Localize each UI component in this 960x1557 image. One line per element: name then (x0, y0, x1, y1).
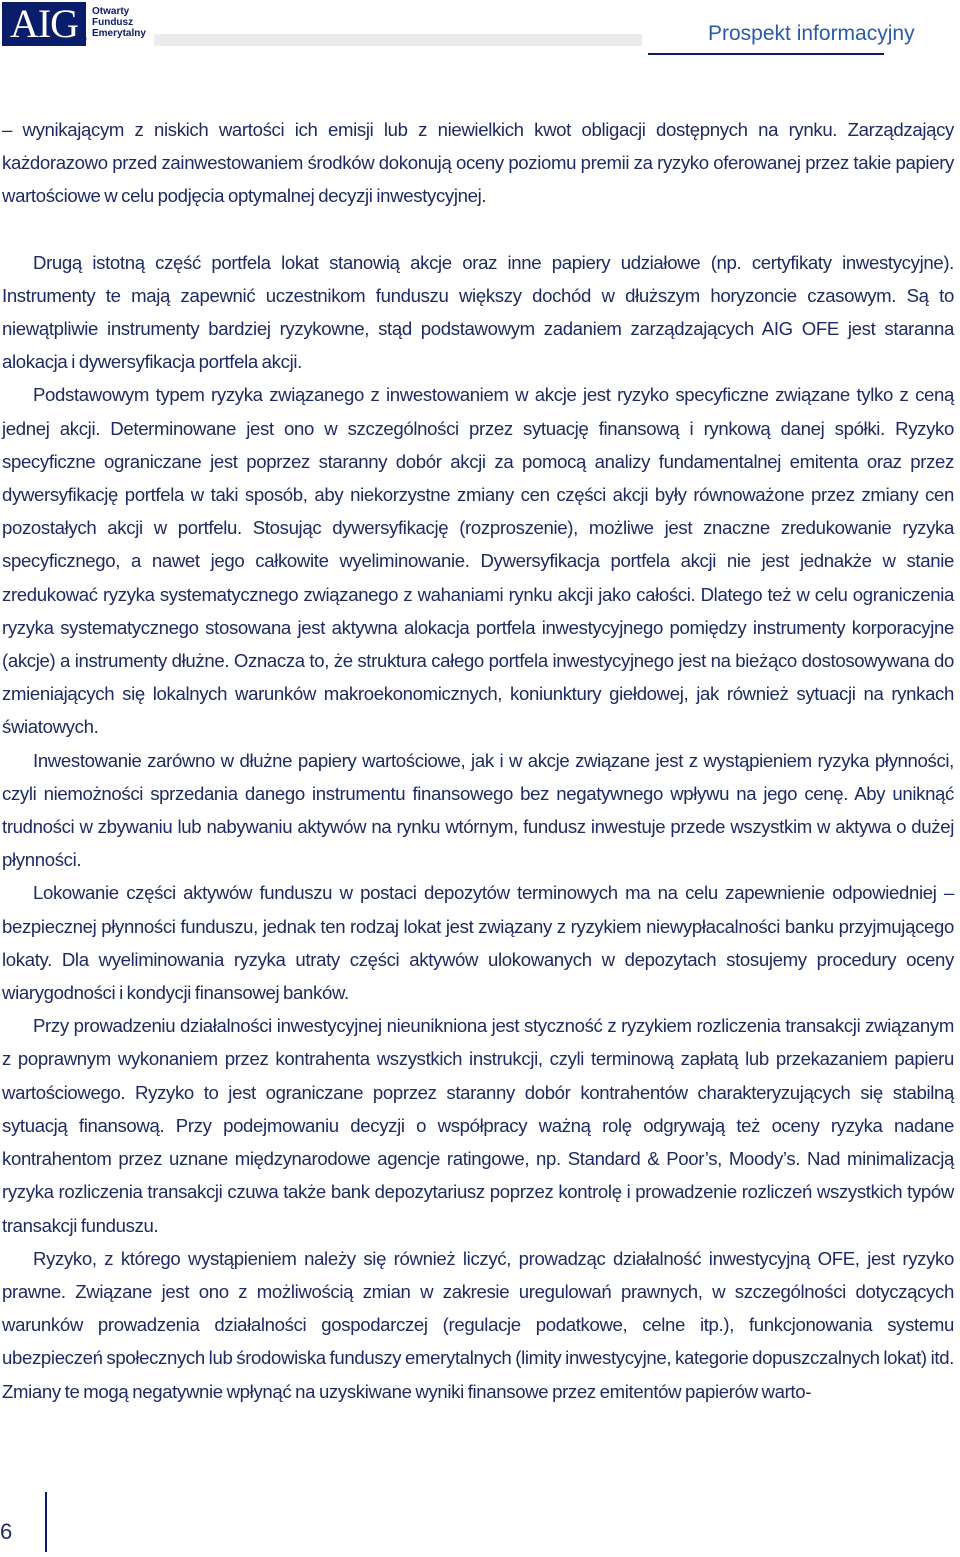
brand-line-3: Emerytalny (92, 28, 146, 39)
registered-mark: ® (80, 34, 87, 44)
document-title: Prospekt informacyjny (708, 22, 915, 45)
paragraph: – wynikającym z niskich wartości ich emisji lub z niewielkich kwot obligacji dostępnych na rynku. Zarządzający każdorazowo przed zainwestowaniem środków dokonują oceny poziomu premii za ryzyko oferowanej przez takie papiery wartościowe w celu podjęcia optymalnej decyzji inwestycyjnej. (2, 119, 954, 207)
paragraph: Drugą istotną część portfela lokat stanowią akcje oraz inne papiery udziałowe (np. certyfikaty inwestycyjne). Instrumenty te mają zapewnić uczestnikom funduszu większy dochód w dłuższym horyzoncie czasowym. Są to niewątpliwie instrumenty bardziej ryzykowne, stąd podstawowym zadaniem zarządzających AIG OFE jest staranna alokacja i dywersyfikacja portfela akcji. (2, 251, 954, 373)
paragraph: Podstawowym typem ryzyka związanego z inwestowaniem w akcje jest ryzyko specyficzne związane tylko z ceną jednej akcji. Determinowane jest ono w szczególności przez sytuację finansową i rynkową danej spółki. Ryzyko specyficzne ograniczane jest poprzez staranny dobór akcji za pomocą analizy fundamentalnej emitenta oraz przez dywersyfikację portfela w taki sposób, aby niekorzystne zmiany cen części akcji były równoważone przez zmiany cen pozostałych akcji w portfelu. Stosując dywersyfikację (rozproszenie), możliwe jest znaczne zredukowanie ryzyka specyficznego, a nawet jego całkowite wyeliminowanie. Dywersyfikacja portfela akcji nie jest jednakże w stanie zredukować ryzyka systematycznego związanego z wahaniami rynku akcji jako całości. Dlatego też w celu ograniczenia ryzyka systematycznego stosowana jest aktywna alokacja portfela inwestycyjnego pomiędzy instrumenty korporacyjne (akcje) a instrumenty dłużne. Oznacza to, że struktura całego portfela inwestycyjnego jest na bieżąco dostosowywana do zmieniających się lokalnych warunków makroekonomicznych, koniunktury giełdowej, jak również sytuacji na rynkach światowych. (2, 384, 954, 738)
brand-name (92, 6, 146, 39)
paragraph: Ryzyko, z którego wystąpieniem należy się również liczyć, prowadząc działalność inwestycyjną OFE, jest ryzyko prawne. Związane jest ono z możliwością zmian w zakresie uregulowań prawnych, w szczególności dotyczących warunków prowadzenia działalności gospodarczej (regulacje podatkowe, celne itp.), funkcjonowania systemu ubezpieczeń społecznych lub środowiska funduszy emerytalnych (limity inwestycyjne, kategorie dopuszczalnych lokat) itd. Zmiany te mogą negatywnie wpłynąć na uzyskiwane wyniki finansowe przez emitentów papierów warto- (2, 1247, 954, 1402)
page-header (0, 0, 960, 60)
page-number: 6 (0, 1519, 13, 1544)
footer-divider (45, 1492, 47, 1552)
brand-line-2: Fundusz (92, 17, 134, 28)
logo-text: AIG (9, 1, 79, 46)
paragraph: Przy prowadzeniu działalności inwestycyjnej nieunikniona jest styczność z ryzykiem rozliczenia transakcji związanym z poprawnym wykonaniem przez kontrahenta wszystkich instrukcji, czyli terminową zapłatą lub przekazaniem papieru wartościowego. Ryzyko to jest ograniczane poprzez staranny dobór kontrahentów charakteryzujących się stabilną sytuacją finansową. Przy podejmowaniu decyzji o współpracy ważną rolę odgrywają też oceny ryzyka nadane kontrahentom przez uznane międzynarodowe agencje ratingowe, np. Standard & Poor’s, Moody’s. Nad minimalizacją ryzyka rozliczenia transakcji czuwa także bank depozytariusz poprzez kontrolę i prowadzenie rozliczeń wszystkich typów transakcji funduszu. (2, 1015, 954, 1236)
aig-logo (2, 2, 86, 46)
title-underline (648, 53, 884, 55)
paragraph: Inwestowanie zarówno w dłużne papiery wartościowe, jak i w akcje związane jest z wystąpieniem ryzyka płynności, czyli niemożności sprzedania danego instrumentu finansowego bez negatywnego wpływu na jego cenę. Aby uniknąć trudności w zbywaniu lub nabywaniu aktywów na rynku wtórnym, fundusz inwestuje przede wszystkim w aktywa o dużej płynności. (2, 749, 954, 871)
header-divider-bar (154, 34, 642, 46)
brand-line-1: Otwarty (92, 6, 130, 17)
document-body (2, 113, 954, 1408)
paragraph: Lokowanie części aktywów funduszu w postaci depozytów terminowych ma na celu zapewnienie odpowiedniej – bezpiecznej płynności funduszu, jednak ten rodzaj lokat jest związany z ryzykiem niewypłacalności banku przyjmującego lokaty. Dla wyeliminowania ryzyka utraty części aktywów ulokowanych w depozytach stosujemy procedury oceny wiarygodności i kondycji finansowej banków. (2, 882, 954, 1004)
